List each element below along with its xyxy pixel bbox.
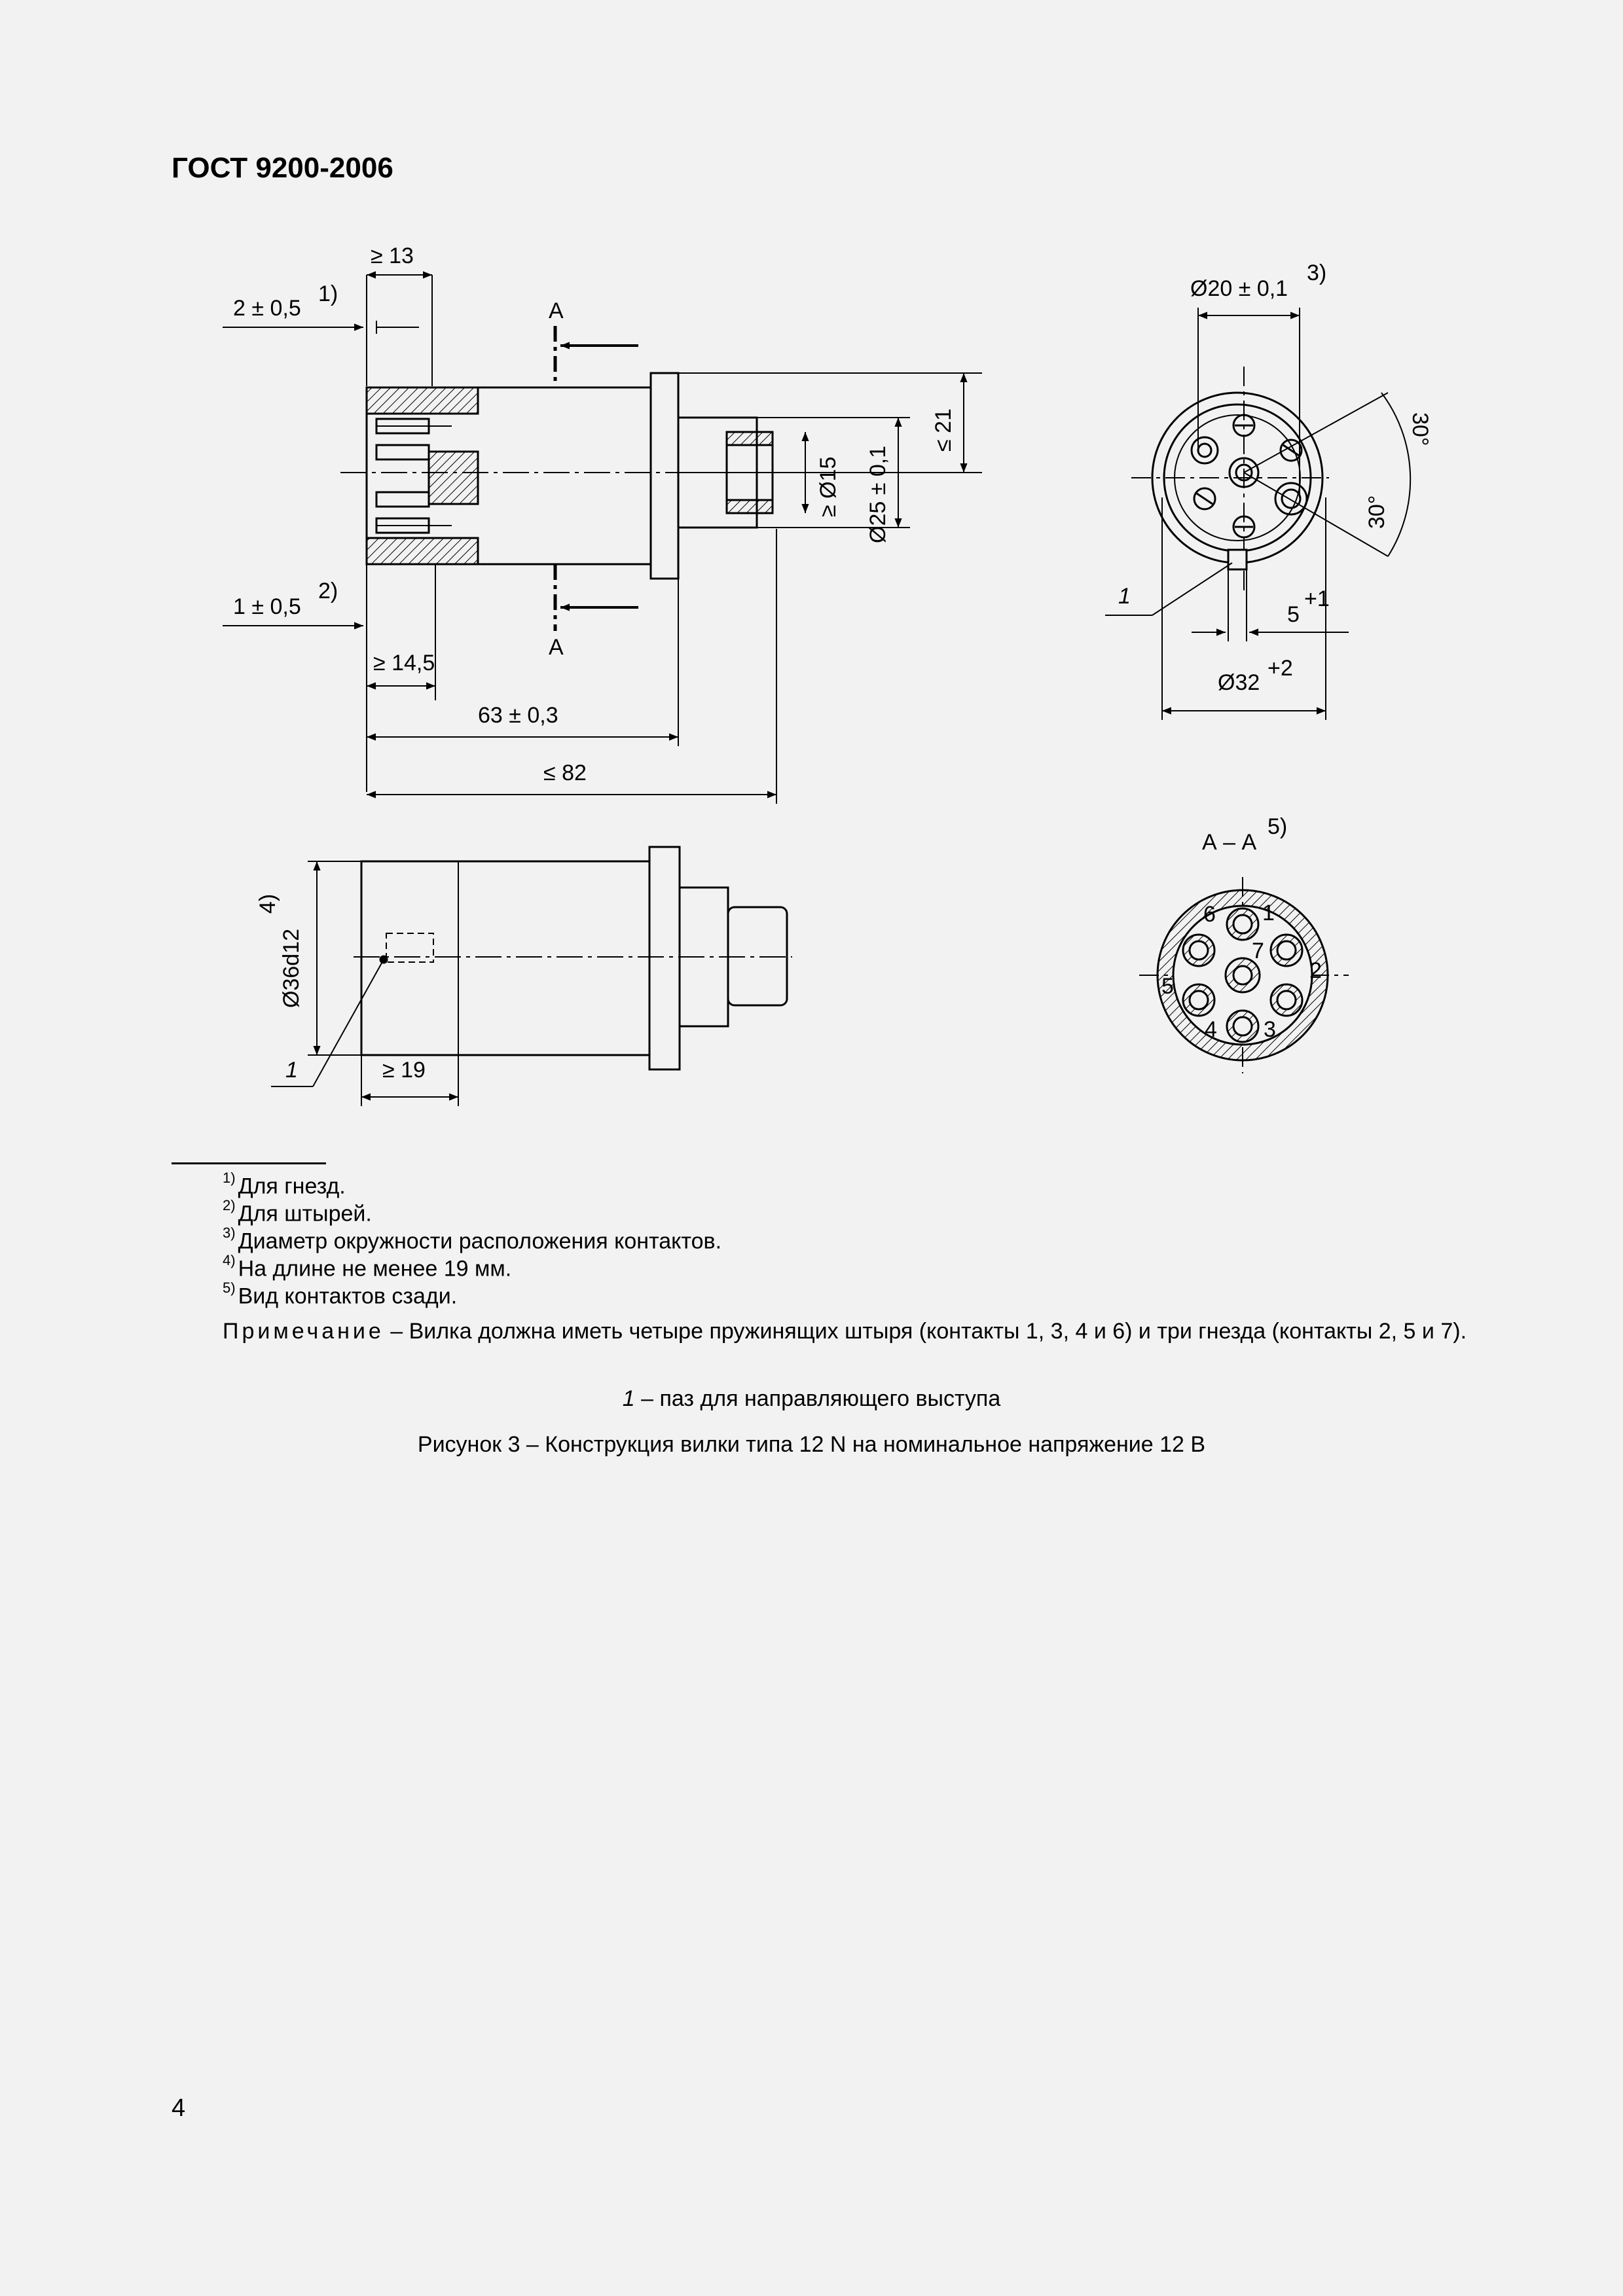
section-title-sup: 5) [1267, 814, 1288, 839]
contact-1: 1 [1262, 901, 1275, 925]
front-view [1131, 367, 1410, 596]
dim-21: ≤ 21 [931, 408, 956, 452]
front-view-dimensions [1105, 308, 1349, 720]
note [172, 1314, 1501, 1348]
dim-5: 5 [1287, 602, 1300, 627]
contact-6: 6 [1203, 902, 1216, 927]
section-label-bottom: A [549, 635, 564, 660]
section-title: А – А [1202, 830, 1257, 855]
contact-2: 2 [1309, 958, 1322, 983]
dim-25: Ø25 ± 0,1 [866, 445, 890, 543]
dim-36-sup: 4) [255, 893, 280, 914]
figure-legend: 1 – паз для направляющего выступа [622, 1386, 1001, 1411]
footnote-3: $^{3)}$ Диаметр окружности расположения контактов. [223, 1225, 722, 1254]
dim-2: 2 ± 0,5 [233, 296, 301, 321]
note-text: – Вилка должна иметь четыре пружинящих штыря (контакты 1, 3, 4 и 6) и три гнезда (контакты 2, 5 и 7). [384, 1319, 1467, 1344]
footnote-1: $^{1)}$ Для гнезд. [223, 1170, 346, 1199]
dim-14-5: ≥ 14,5 [373, 651, 435, 675]
dim-15: ≥ Ø15 [816, 456, 841, 517]
section-label-top: A [549, 298, 564, 323]
dim-20: Ø20 ± 0,1 [1190, 276, 1288, 301]
dim-13: ≥ 13 [371, 243, 414, 268]
contact-5: 5 [1161, 974, 1174, 999]
angle-30-bottom: 30° [1364, 495, 1389, 529]
document-title: ГОСТ 9200-2006 [172, 152, 393, 184]
contact-7: 7 [1252, 939, 1264, 963]
dim-20-sup: 3) [1307, 260, 1327, 285]
dim-1: 1 ± 0,5 [233, 594, 301, 619]
callout-side: 1 [285, 1058, 298, 1083]
section-cut-lines [555, 326, 638, 631]
dim-1-sup: 2) [318, 579, 338, 603]
note-label: Примечание [223, 1319, 384, 1344]
contact-3: 3 [1264, 1017, 1276, 1042]
dim-82: ≤ 82 [543, 761, 587, 785]
dim-32: Ø32 [1218, 670, 1260, 695]
dim-63: 63 ± 0,3 [478, 703, 558, 728]
dim-32-sup: +2 [1267, 656, 1293, 681]
angle-30-top: 30° [1408, 412, 1432, 446]
footnote-separator [172, 1162, 326, 1164]
dim-5-sup: +1 [1304, 586, 1330, 611]
side-view [340, 373, 838, 579]
outer-view [354, 847, 792, 1069]
figure-caption: Рисунок 3 – Конструкция вилки типа 12 N на номинальное напряжение 12 В [417, 1432, 1206, 1457]
page-number: 4 [172, 2094, 186, 2122]
dim-2-sup: 1) [318, 281, 338, 306]
footnote-4: $^{4)}$ На длине не менее 19 мм. [223, 1252, 512, 1282]
callout-front: 1 [1118, 584, 1131, 609]
footnote-5: $^{5)}$ Вид контактов сзади. [223, 1280, 458, 1309]
dim-36: Ø36d12 [279, 929, 304, 1008]
contact-4: 4 [1205, 1017, 1217, 1042]
footnote-2: $^{2)}$ Для штырей. [223, 1197, 372, 1227]
dim-19: ≥ 19 [382, 1058, 426, 1083]
